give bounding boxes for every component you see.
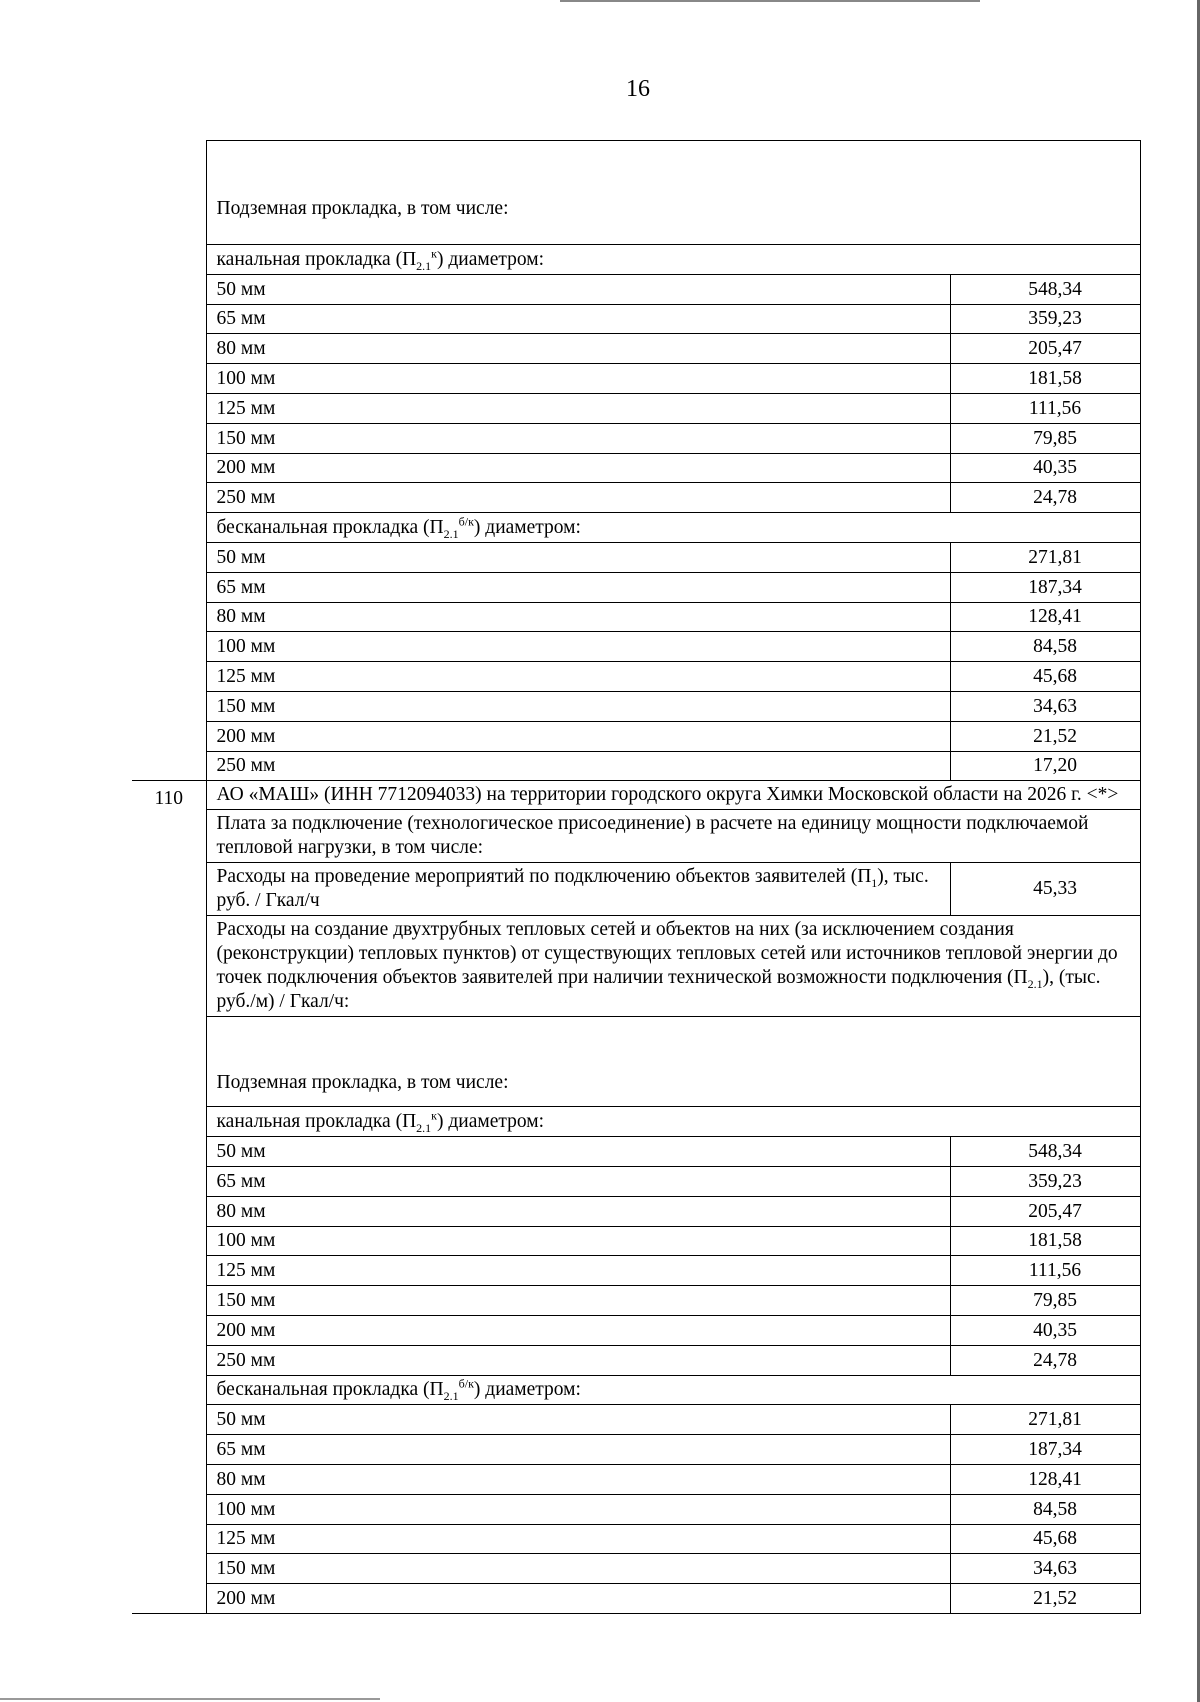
- table-row: [132, 751, 1140, 781]
- diameter-cell: 100 мм: [206, 632, 950, 662]
- scan-edge-line: [0, 1698, 380, 1700]
- diameter-cell: 150 мм: [206, 1286, 950, 1316]
- table-row: [132, 393, 1140, 423]
- table-row: [132, 1345, 1140, 1375]
- value-cell: 34,63: [950, 691, 1140, 721]
- table-row: [132, 781, 1140, 810]
- table-row: [132, 1017, 1140, 1107]
- table-row: [132, 721, 1140, 751]
- channelless-label: бесканальная прокладка $(П_{2.1}^{б/к})$ диаметром:: [206, 1375, 1140, 1405]
- value-cell: 45,68: [950, 1524, 1140, 1554]
- table-row: [132, 245, 1140, 275]
- diameter-cell: 100 мм: [206, 1494, 950, 1524]
- diameter-cell: 80 мм: [206, 602, 950, 632]
- scan-edge-line: [560, 0, 980, 2]
- table-row: [132, 1584, 1140, 1614]
- value-cell: 17,20: [950, 751, 1140, 781]
- value-cell: 40,35: [950, 453, 1140, 483]
- value-cell: 128,41: [950, 602, 1140, 632]
- diameter-cell: 200 мм: [206, 453, 950, 483]
- value-cell: 187,34: [950, 1435, 1140, 1465]
- value-cell: 111,56: [950, 1256, 1140, 1286]
- diameter-cell: 65 мм: [206, 1166, 950, 1196]
- diameter-cell: 150 мм: [206, 423, 950, 453]
- table-row: [132, 453, 1140, 483]
- table-row: [132, 1405, 1140, 1435]
- value-cell: 21,52: [950, 721, 1140, 751]
- table-row: [132, 513, 1140, 543]
- value-cell: 24,78: [950, 483, 1140, 513]
- value-cell: 181,58: [950, 1226, 1140, 1256]
- p21-text: Расходы на создание двухтрубных тепловых сетей и объектов на них (за исключением создания (реконструкции) тепловых пунктов) от существующих тепловых сетей или источников тепловой энергии до точек подключения объектов заявителей при наличии технической возможности подключения $(П_{2.1})$, (тыс. руб./м) / Гкал/ч:: [206, 916, 1140, 1017]
- value-cell: 24,78: [950, 1345, 1140, 1375]
- table-row: [132, 1286, 1140, 1316]
- underground-heading: Подземная прокладка, в том числе:: [206, 1017, 1140, 1107]
- value-cell: 79,85: [950, 1286, 1140, 1316]
- table-row: [132, 1494, 1140, 1524]
- diameter-cell: 125 мм: [206, 1256, 950, 1286]
- underground-heading: Подземная прокладка, в том числе:: [206, 141, 1140, 245]
- table-row: [132, 863, 1140, 916]
- value-cell: 187,34: [950, 572, 1140, 602]
- diameter-cell: 50 мм: [206, 1137, 950, 1167]
- diameter-cell: 65 мм: [206, 304, 950, 334]
- table-row: [132, 691, 1140, 721]
- p1-text: Расходы на проведение мероприятий по подключению объектов заявителей $(П_1)$, тыс. руб. / Гкал/ч: [206, 863, 950, 916]
- tariff-table: [132, 140, 1141, 1614]
- table-row: [132, 1166, 1140, 1196]
- p1-value: 45,33: [950, 863, 1140, 916]
- diameter-cell: 250 мм: [206, 1345, 950, 1375]
- number-cell: [132, 141, 206, 781]
- value-cell: 181,58: [950, 364, 1140, 394]
- table-row: [132, 1375, 1140, 1405]
- table-row: [132, 662, 1140, 692]
- diameter-cell: 125 мм: [206, 393, 950, 423]
- diameter-cell: 150 мм: [206, 691, 950, 721]
- value-cell: 79,85: [950, 423, 1140, 453]
- table-row: [132, 423, 1140, 453]
- diameter-cell: 80 мм: [206, 334, 950, 364]
- table-row: [132, 141, 1140, 245]
- value-cell: 128,41: [950, 1464, 1140, 1494]
- diameter-cell: 65 мм: [206, 572, 950, 602]
- diameter-cell: 125 мм: [206, 1524, 950, 1554]
- table-row: [132, 1435, 1140, 1465]
- section-a-body: [132, 141, 1140, 781]
- value-cell: 111,56: [950, 393, 1140, 423]
- table-row: [132, 274, 1140, 304]
- table-row: [132, 334, 1140, 364]
- table-row: [132, 1554, 1140, 1584]
- diameter-cell: 50 мм: [206, 274, 950, 304]
- diameter-cell: 200 мм: [206, 1584, 950, 1614]
- diameter-cell: 125 мм: [206, 662, 950, 692]
- diameter-cell: 200 мм: [206, 1315, 950, 1345]
- diameter-cell: 100 мм: [206, 1226, 950, 1256]
- value-cell: 84,58: [950, 1494, 1140, 1524]
- value-cell: 84,58: [950, 632, 1140, 662]
- value-cell: 271,81: [950, 1405, 1140, 1435]
- table-row: [132, 916, 1140, 1017]
- table-row: [132, 1107, 1140, 1137]
- value-cell: 548,34: [950, 274, 1140, 304]
- table-row: [132, 1524, 1140, 1554]
- value-cell: 548,34: [950, 1137, 1140, 1167]
- value-cell: 271,81: [950, 542, 1140, 572]
- value-cell: 205,47: [950, 1196, 1140, 1226]
- value-cell: 21,52: [950, 1584, 1140, 1614]
- table-row: [132, 572, 1140, 602]
- value-cell: 359,23: [950, 304, 1140, 334]
- table-row: [132, 1226, 1140, 1256]
- fee-text: Плата за подключение (технологическое присоединение) в расчете на единицу мощности подключаемой тепловой нагрузки, в том числе:: [206, 810, 1140, 863]
- value-cell: 34,63: [950, 1554, 1140, 1584]
- diameter-cell: 50 мм: [206, 1405, 950, 1435]
- table-row: [132, 542, 1140, 572]
- diameter-cell: 100 мм: [206, 364, 950, 394]
- entry-title: АО «МАШ» (ИНН 7712094033) на территории городского округа Химки Московской области на 2026 г. <*>: [206, 781, 1140, 810]
- diameter-cell: 250 мм: [206, 751, 950, 781]
- table-row: [132, 1315, 1140, 1345]
- value-cell: 205,47: [950, 334, 1140, 364]
- entry-110-body: [132, 781, 1140, 1614]
- diameter-cell: 80 мм: [206, 1464, 950, 1494]
- table-row: [132, 1196, 1140, 1226]
- value-cell: 40,35: [950, 1315, 1140, 1345]
- value-cell: 45,68: [950, 662, 1140, 692]
- diameter-cell: 80 мм: [206, 1196, 950, 1226]
- value-cell: 359,23: [950, 1166, 1140, 1196]
- entry-number: 110: [132, 781, 206, 1614]
- table-row: [132, 632, 1140, 662]
- table-row: [132, 364, 1140, 394]
- diameter-cell: 250 мм: [206, 483, 950, 513]
- diameter-cell: 65 мм: [206, 1435, 950, 1465]
- table-row: [132, 1137, 1140, 1167]
- table-row: [132, 810, 1140, 863]
- channelless-label: бесканальная прокладка $(П_{2.1}^{б/к})$ диаметром:: [206, 513, 1140, 543]
- page-number: 16: [626, 76, 650, 102]
- diameter-cell: 50 мм: [206, 542, 950, 572]
- channel-label: канальная прокладка $(П_{2.1}^к)$ диаметром:: [206, 245, 1140, 275]
- table-row: [132, 1464, 1140, 1494]
- diameter-cell: 150 мм: [206, 1554, 950, 1584]
- diameter-cell: 200 мм: [206, 721, 950, 751]
- table-row: [132, 1256, 1140, 1286]
- table-row: [132, 602, 1140, 632]
- table-row: [132, 483, 1140, 513]
- table-row: [132, 304, 1140, 334]
- channel-label: канальная прокладка $(П_{2.1}^к)$ диаметром:: [206, 1107, 1140, 1137]
